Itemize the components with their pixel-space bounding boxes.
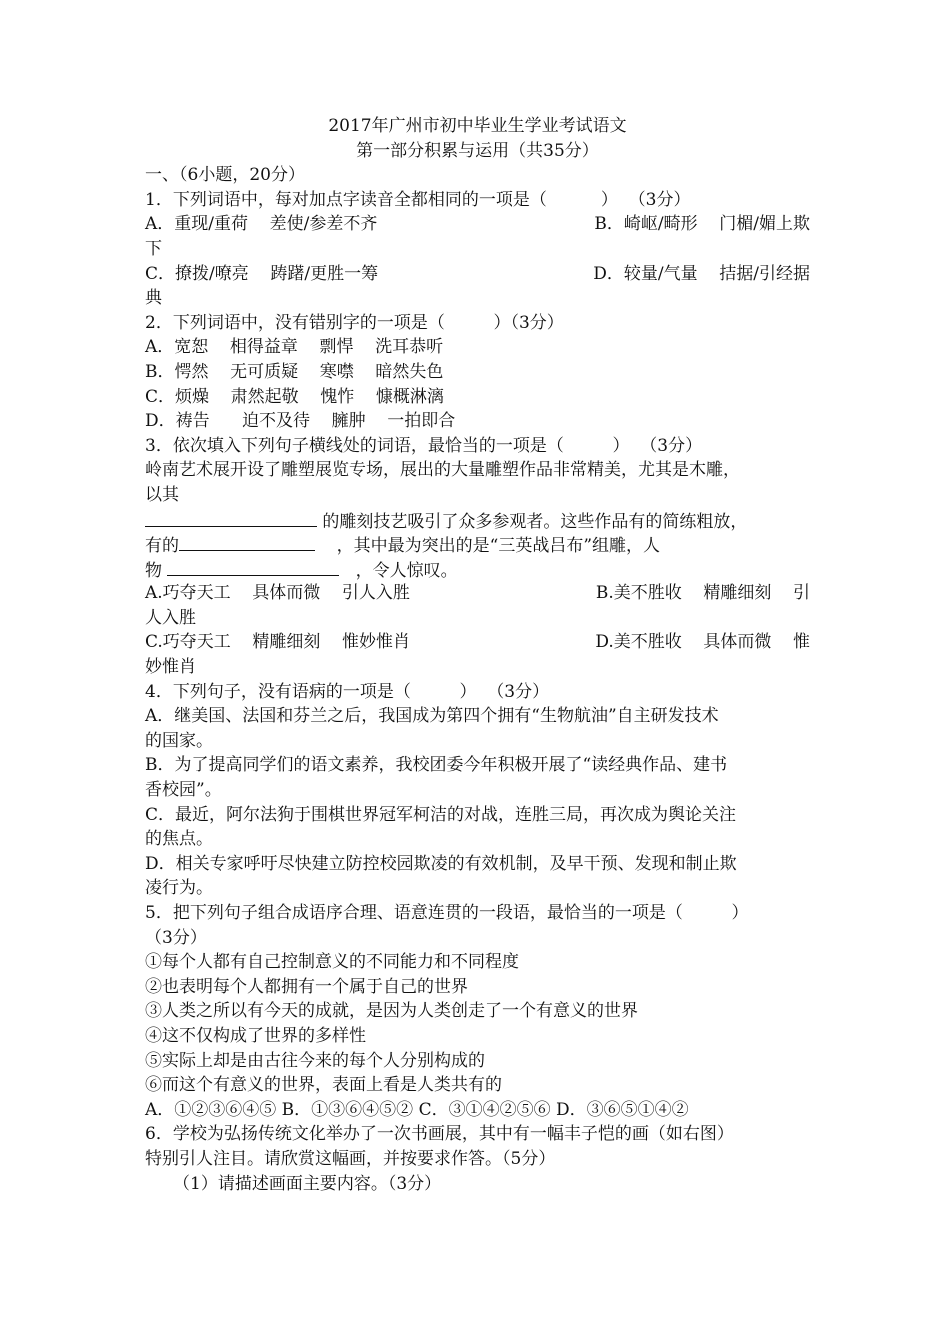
q3-option-c: C.巧夺天工 精雕细刻 惟妙惟肖 — [145, 632, 411, 653]
q5-sentence-3: ③人类之所以有今天的成就，是因为人类创走了一个有意义的世界 — [145, 1001, 638, 1022]
q2-option-d: D．祷告 迫不及待 臃肿 一拍即合 — [145, 411, 456, 432]
q4-option-a-wrap: 的国家。 — [145, 730, 213, 751]
q3-passage-line4: 有的 ，其中最为突出的是“三英战吕布”组雕，人 — [145, 532, 810, 557]
q4-option-d-wrap: 凌行为。 — [145, 878, 213, 899]
q3-stem: 3．依次填入下列句子横线处的词语，最恰当的一项是（ ） （3分） — [145, 435, 703, 456]
exam-title: 2017年广州市初中毕业生学业考试语文 — [328, 116, 627, 136]
section-heading: 一、（6小题，20分） — [145, 165, 305, 186]
q2-option-c: C．烦燥 肃然起敬 愧怍 慷概淋漓 — [145, 386, 444, 407]
q1-option-d-wrap: 典 — [145, 288, 162, 309]
q3-passage-line5: 物 ，令人惊叹。 — [145, 557, 810, 582]
q5-sentence-6: ⑥而这个有意义的世界，表面上看是人类共有的 — [145, 1075, 502, 1096]
q1-options-ab — [145, 212, 810, 237]
q5-sentence-5: ⑤实际上却是由古往今来的每个人分别构成的 — [145, 1050, 485, 1071]
q1-option-d: D．较量/气量 拮据/引经据 — [593, 263, 810, 284]
q3-passage-line2: 以其 — [145, 484, 179, 505]
q5-sentence-1: ①每个人都有自己控制意义的不同能力和不同程度 — [145, 952, 519, 973]
q4-stem: 4．下列句子，没有语病的一项是（ ） （3分） — [145, 681, 550, 702]
part-heading: 第一部分积累与运用（共35分） — [356, 140, 599, 161]
q5-options: A．①②③⑥④⑤ B．①③⑥④⑤② C．③①④②⑤⑥ D．③⑥⑤①④② — [145, 1099, 689, 1120]
q6-stem: 6．学校为弘扬传统文化举办了一次书画展，其中有一幅丰子恺的画（如右图） — [145, 1124, 734, 1145]
q5-score: （3分） — [145, 927, 207, 948]
q1-option-b-wrap: 下 — [145, 238, 162, 259]
q4-option-a: A．继美国、法国和芬兰之后，我国成为第四个拥有“生物航油”自主研发技术 — [145, 706, 719, 727]
q4-option-b: B．为了提高同学们的语文素养，我校团委今年积极开展了“读经典作品、建书 — [145, 755, 728, 776]
q3-passage-line1: 岭南艺术展开设了雕塑展览专场，展出的大量雕塑作品非常精美，尤其是木雕， — [145, 460, 740, 481]
exam-page — [145, 114, 810, 1196]
q3-option-a: A.巧夺天工 具体而微 引人入胜 — [145, 583, 410, 604]
q5-sentence-4: ④这不仅构成了世界的多样性 — [145, 1025, 366, 1046]
q5-stem: 5．把下列句子组合成语序合理、语意连贯的一段语，最恰当的一项是（ ） — [145, 903, 749, 923]
q1-stem: 1．下列词语中，每对加点字读音全都相同的一项是（ ） （3分） — [145, 189, 691, 210]
q4-option-b-wrap: 香校园”。 — [145, 780, 222, 801]
q6-stem-cont: 特别引人注目。请欣赏这幅画，并按要求作答。（5分） — [145, 1148, 556, 1169]
q1-option-c: C．撩拨/嘹亮 踌躇/更胜一筹 — [145, 263, 379, 284]
q2-stem: 2．下列词语中，没有错别字的一项是（ ）（3分） — [145, 312, 564, 333]
q5-sentence-2: ②也表明每个人都拥有一个属于自己的世界 — [145, 976, 468, 997]
q2-option-b: B．愕然 无可质疑 寒噤 暗然失色 — [145, 361, 444, 382]
q1-option-b: B．崎岖/畸形 门楣/媚上欺 — [594, 214, 810, 235]
q3-option-d: D.美不胜收 具体而微 惟 — [595, 632, 810, 653]
q1-options-cd — [145, 262, 810, 287]
q1-option-a: A．重现/重荷 差使/参差不齐 — [145, 214, 378, 235]
q4-option-c-wrap: 的焦点。 — [145, 829, 213, 850]
q3-blank-2 — [179, 532, 315, 551]
q2-option-a: A．宽恕 相得益章 剽悍 洗耳恭听 — [145, 337, 444, 358]
q3-option-b: B.美不胜收 精雕细刻 引 — [595, 583, 810, 604]
q3-blank-3 — [167, 557, 339, 576]
q3-option-d-wrap: 妙惟肖 — [145, 657, 196, 678]
q6-subquestion-1: （1）请描述画面主要内容。（3分） — [173, 1173, 442, 1194]
q3-options-ab — [145, 581, 810, 606]
q3-option-b-wrap: 人入胜 — [145, 607, 196, 628]
q3-blank-1 — [145, 508, 317, 527]
q4-option-c: C．最近，阿尔法狗于围棋世界冠军柯洁的对战，连胜三局，再次成为舆论关注 — [145, 804, 737, 825]
q3-passage-line3: 的雕刻技艺吸引了众多参观者。这些作品有的简练粗放， — [145, 508, 810, 533]
q3-options-cd — [145, 630, 810, 655]
q4-option-d: D．相关专家呼吁尽快建立防控校园欺凌的有效机制，及早干预、发现和制止欺 — [145, 853, 737, 874]
